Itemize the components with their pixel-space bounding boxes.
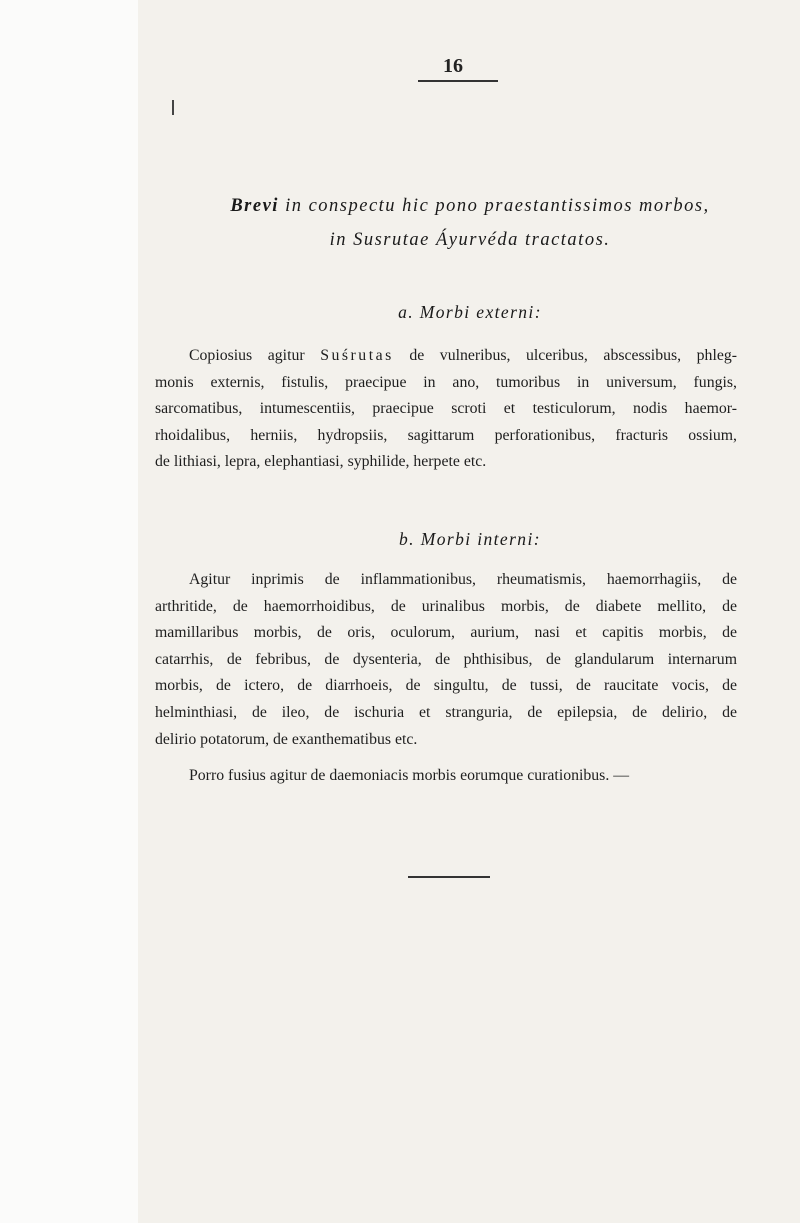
title-first-word: Brevi [230, 196, 279, 216]
paragraph-line: Copiosius agitur Suśrutas de vulneribus, ulceribus, abscessibus, phleg- [189, 347, 738, 364]
paragraph-line: delirio potatorum, de exanthematibus etc. [155, 730, 418, 748]
paragraph-external-diseases [155, 343, 737, 476]
page-number: 16 [443, 55, 463, 77]
paragraph-line: morbis, de ictero, de diarrhoeis, de singultu, de tussi, de raucitate vocis, de [155, 677, 737, 695]
title-author: Susrutae [353, 230, 430, 250]
footer-rule [408, 876, 490, 878]
margin-mark [172, 100, 174, 115]
paragraph-line: de lithiasi, lepra, elephantiasi, syphilide, herpete etc. [155, 453, 487, 471]
paragraph-closing [155, 763, 737, 790]
paragraph-line: rhoidalibus, herniis, hydropsiis, sagittarum perforationibus, fracturis ossium, [155, 426, 737, 444]
heading-internal-diseases: b. Morbi interni: [399, 529, 541, 549]
title-line-1-rest: in conspectu hic pono praestantissimos morbos, [285, 196, 710, 216]
paragraph-line: monis externis, fistulis, praecipue in ano, tumoribus in universum, fungis, [155, 373, 737, 391]
title-in: in [329, 230, 347, 250]
paragraph-internal-diseases [155, 567, 737, 753]
author-name: Suśrutas [320, 347, 394, 364]
paragraph-line: Agitur inprimis de inflammationibus, rheumatismis, haemorrhagiis, de [189, 571, 737, 588]
paragraph-line: arthritide, de haemorrhoidibus, de urinalibus morbis, de diabete mellito, de [155, 597, 737, 615]
title-line-2 [140, 230, 800, 251]
heading-external-diseases: a. Morbi externi: [398, 302, 542, 322]
page-margin [0, 0, 138, 1223]
paragraph-line: catarrhis, de febribus, de dysenteria, de phthisibus, de glandularum internarum [155, 650, 737, 668]
paragraph-line: mamillaribus morbis, de oris, oculorum, aurium, nasi et capitis morbis, de [155, 624, 737, 642]
title-line-2-rest: Áyurvéda tractatos. [435, 230, 611, 250]
paragraph-line: Porro fusius agitur de daemoniacis morbis eorumque curationibus. — [189, 767, 630, 784]
header-rule [418, 80, 498, 82]
paragraph-line: sarcomatibus, intumescentiis, praecipue scroti et testiculorum, nodis haemor- [155, 400, 737, 418]
title-line-1 [140, 196, 800, 217]
paragraph-line: helminthiasi, de ileo, de ischuria et stranguria, de epilepsia, de delirio, de [155, 703, 737, 721]
